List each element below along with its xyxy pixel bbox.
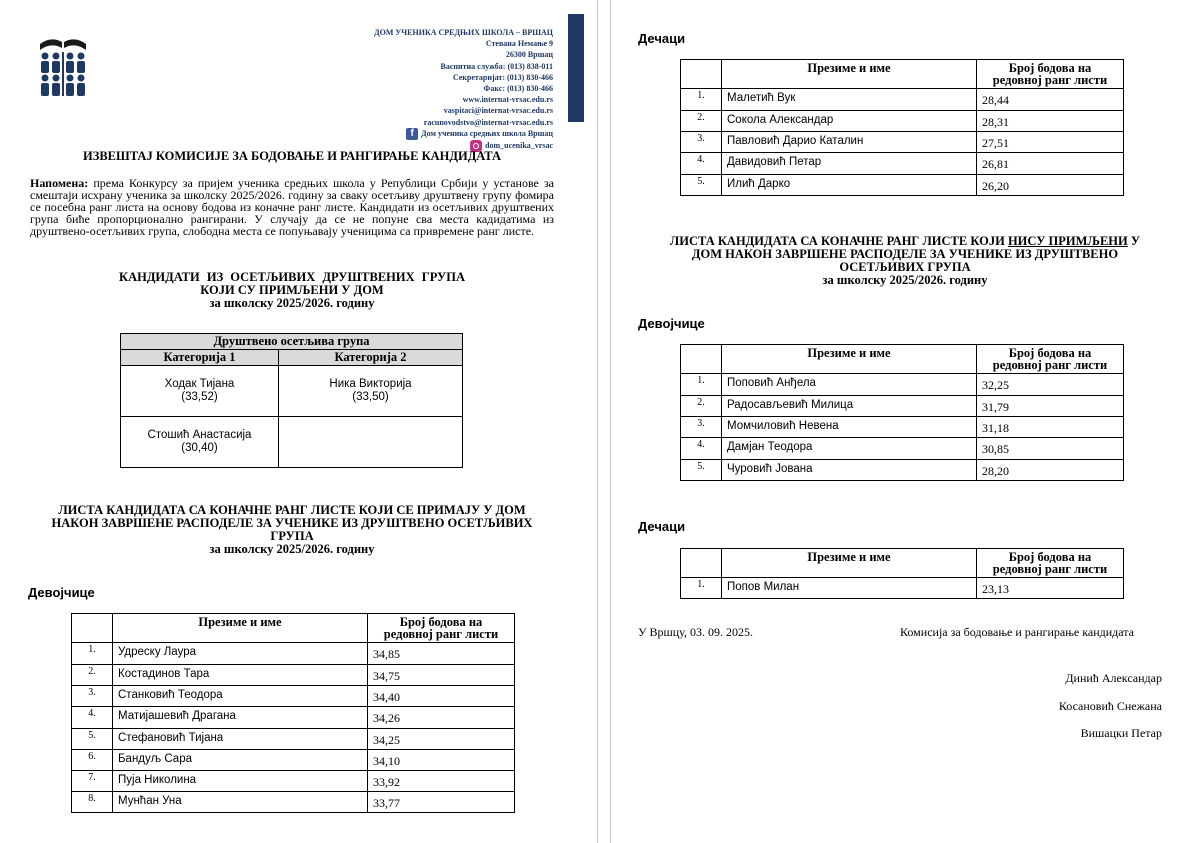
row-number: 4. xyxy=(681,438,722,460)
header-accent-bar xyxy=(568,14,584,122)
column-header-points-line-1: Број бодова на xyxy=(1008,61,1092,75)
table-row xyxy=(681,132,1124,153)
row-name: Попов Милан xyxy=(722,578,977,599)
row-number: 8. xyxy=(72,792,113,813)
email-accounting-link[interactable]: racunovodstvo@internat-vrsac.edu.rs xyxy=(423,117,553,127)
row-score: 28,31 xyxy=(977,111,1124,132)
row-score: 26,81 xyxy=(977,153,1124,175)
place-date: У Вршцу, 03. 09. 2025. xyxy=(638,625,753,639)
row-number: 1. xyxy=(681,578,722,599)
school-city: 26300 Вршац xyxy=(505,50,553,60)
table-row xyxy=(681,153,1124,175)
row-name: Илић Дарко xyxy=(722,175,977,196)
row-score: 31,18 xyxy=(977,417,1124,438)
girls-label: Девојчице xyxy=(28,585,95,600)
row-score: 32,25 xyxy=(977,374,1124,396)
row-score: 34,75 xyxy=(368,665,515,686)
row-name: Момчиловић Невена xyxy=(722,417,977,438)
row-name: Поповић Анђела xyxy=(722,374,977,396)
girls-label: Девојчице xyxy=(638,316,705,331)
row-number: 1. xyxy=(72,643,113,665)
admitted-title-line-2: КОЈИ СУ ПРИМЉЕНИ У ДОМ xyxy=(200,283,384,297)
row-number: 4. xyxy=(72,707,113,729)
table-row xyxy=(681,460,1124,481)
column-header-name: Презиме и име xyxy=(722,60,977,89)
row-score: 27,51 xyxy=(977,132,1124,153)
admitted-list-title-line-2: НАКОН ЗАВРШЕНЕ РАСПОДЕЛЕ ЗА УЧЕНИКЕ ИЗ ДРУШТВЕНО ОСЕТЉИВИХ xyxy=(51,516,533,530)
row-name: Чуровић Јована xyxy=(722,460,977,481)
group-cell-name: Стошић Анастасија xyxy=(147,429,252,441)
group-cell-score: (33,52) xyxy=(181,391,218,403)
not-admitted-title-line-3: ОСЕТЉИВИХ ГРУПА xyxy=(839,260,971,274)
column-header-points-line-2: редовној ранг листи xyxy=(992,358,1108,372)
column-header-points-line-1: Број бодова на xyxy=(399,615,483,629)
row-name: Малетић Вук xyxy=(722,89,977,111)
row-number: 5. xyxy=(681,460,722,481)
group-table-header: Друштвено осетљива група xyxy=(121,334,463,350)
column-header-points xyxy=(977,549,1124,578)
group-cell-score: (33,50) xyxy=(352,391,389,403)
column-header-name: Презиме и име xyxy=(722,549,977,578)
column-header-name: Презиме и име xyxy=(113,614,368,643)
commission-member: Динић Александар xyxy=(1065,671,1162,685)
girls-not-admitted-table xyxy=(680,344,1124,481)
girls-admitted-table xyxy=(71,613,515,813)
column-header-points-line-2: редовној ранг листи xyxy=(992,73,1108,87)
school-logo-icon xyxy=(36,30,90,98)
column-header-name: Презиме и име xyxy=(722,345,977,374)
boys-not-admitted-table xyxy=(680,548,1124,599)
row-score: 34,26 xyxy=(368,707,515,729)
group-cell-score: (30,40) xyxy=(181,442,218,454)
row-score: 28,44 xyxy=(977,89,1124,111)
table-row xyxy=(72,686,515,707)
boys-label: Дечаци xyxy=(638,519,686,534)
table-row xyxy=(681,111,1124,132)
not-admitted-title-pre: ЛИСТА КАНДИДАТА СА КОНАЧНЕ РАНГ ЛИСТЕ КОЈИ xyxy=(669,234,1005,248)
report-title: ИЗВЕШТАЈ КОМИСИЈЕ ЗА БОДОВАЊЕ И РАНГИРАЊЕ КАНДИДАТА xyxy=(83,149,501,163)
group-table xyxy=(120,333,463,468)
row-number: 6. xyxy=(72,750,113,771)
group-cell xyxy=(279,366,463,417)
column-header-points xyxy=(368,614,515,643)
row-name: Пуја Николина xyxy=(113,771,368,792)
website-link[interactable]: www.internat-vrsac.edu.rs xyxy=(462,95,553,105)
row-number: 2. xyxy=(681,396,722,417)
note-label: Напомена: xyxy=(30,176,89,190)
column-header-points-line-2: редовној ранг листи xyxy=(992,562,1108,576)
row-number: 4. xyxy=(681,153,722,175)
commission-member: Вишацки Петар xyxy=(1080,726,1162,740)
category-2-header: Категорија 2 xyxy=(279,350,463,366)
school-header xyxy=(293,27,553,152)
not-admitted-title-line-2: ДОМ НАКОН ЗАВРШЕНЕ РАСПОДЕЛЕ ЗА УЧЕНИКЕ ИЗ ДРУШТВЕНО xyxy=(691,247,1119,261)
table-row xyxy=(681,417,1124,438)
row-name: Стефановић Тијана xyxy=(113,729,368,750)
facebook-link[interactable]: Дом ученика средњих школа Вршац xyxy=(421,129,553,139)
row-score: 26,20 xyxy=(977,175,1124,196)
phone-secretariat: Секретаријат: (013) 830-466 xyxy=(452,72,553,82)
not-admitted-title xyxy=(641,235,1169,287)
table-row xyxy=(681,89,1124,111)
row-name: Мунћан Уна xyxy=(113,792,368,813)
row-number: 2. xyxy=(681,111,722,132)
page-left xyxy=(0,0,598,843)
column-header-points-line-1: Број бодова на xyxy=(1008,346,1092,360)
row-name: Удреску Лаура xyxy=(113,643,368,665)
group-cell-name: Ходак Тијана xyxy=(164,378,235,390)
admitted-title-line-1: КАНДИДАТИ ИЗ ОСЕТЉИВИХ ДРУШТВЕНИХ ГРУПА xyxy=(119,270,465,284)
table-row xyxy=(681,396,1124,417)
table-row xyxy=(72,771,515,792)
admitted-title-line-3: за школску 2025/2026. годину xyxy=(209,296,375,310)
row-score: 34,25 xyxy=(368,729,515,750)
column-header-points xyxy=(977,345,1124,374)
column-header-number xyxy=(681,549,722,578)
table-row xyxy=(681,438,1124,460)
table-row xyxy=(72,643,515,665)
table-row xyxy=(681,175,1124,196)
instagram-link[interactable]: dom_ucenika_vrsac xyxy=(485,141,553,151)
admitted-list-title-line-3: ГРУПА xyxy=(270,529,314,543)
group-cell xyxy=(121,417,279,468)
row-name: Станковић Теодора xyxy=(113,686,368,707)
table-row xyxy=(72,707,515,729)
row-number: 1. xyxy=(681,374,722,396)
email-educators-link[interactable]: vaspitaci@internat-vrsac.edu.rs xyxy=(443,106,553,116)
phone-educational: Васпитна служба: (013) 838-011 xyxy=(440,61,553,71)
row-score: 28,20 xyxy=(977,460,1124,481)
column-header-points-line-2: редовној ранг листи xyxy=(383,627,499,641)
table-row xyxy=(72,792,515,813)
column-header-number xyxy=(681,60,722,89)
group-cell-name: Ника Викторија xyxy=(329,378,412,390)
row-number: 1. xyxy=(681,89,722,111)
group-cell-empty xyxy=(279,417,463,468)
boys-admitted-table xyxy=(680,59,1124,196)
note-paragraph xyxy=(30,177,554,237)
row-number: 2. xyxy=(72,665,113,686)
row-name: Радосављевић Милица xyxy=(722,396,977,417)
row-score: 23,13 xyxy=(977,578,1124,599)
facebook-icon: f xyxy=(406,128,418,140)
table-row xyxy=(681,578,1124,599)
table-row xyxy=(72,750,515,771)
boys-label: Дечаци xyxy=(638,31,686,46)
not-admitted-title-line-4: за школску 2025/2026. годину xyxy=(822,273,988,287)
row-name: Сокола Александар xyxy=(722,111,977,132)
row-score: 33,92 xyxy=(368,771,515,792)
admitted-title xyxy=(30,271,554,310)
row-score: 33,77 xyxy=(368,792,515,813)
admitted-list-title-line-4: за школску 2025/2026. годину xyxy=(209,542,375,556)
school-street: Стевана Немање 9 xyxy=(485,39,553,49)
row-number: 5. xyxy=(681,175,722,196)
row-number: 3. xyxy=(681,132,722,153)
column-header-points xyxy=(977,60,1124,89)
not-admitted-title-underlined: НИСУ ПРИМЉЕНИ xyxy=(1007,234,1128,248)
row-number: 5. xyxy=(72,729,113,750)
commission-title: Комисија за бодовање и рангирање кандидата xyxy=(900,625,1134,639)
column-header-number xyxy=(72,614,113,643)
commission-member: Косановић Снежана xyxy=(1058,698,1162,713)
table-row xyxy=(72,729,515,750)
table-row xyxy=(72,665,515,686)
school-name: ДОМ УЧЕНИКА СРЕДЊИХ ШКОЛА – ВРШАЦ xyxy=(374,28,553,37)
admitted-list-title-line-1: ЛИСТА КАНДИДАТА СА КОНАЧНЕ РАНГ ЛИСТЕ КОЈИ СЕ ПРИМАЈУ У ДОМ xyxy=(58,503,526,517)
group-cell xyxy=(121,366,279,417)
row-name: Костадинов Тара xyxy=(113,665,368,686)
row-score: 30,85 xyxy=(977,438,1124,460)
row-name: Павловић Дарио Каталин xyxy=(722,132,977,153)
row-name: Бандуљ Сара xyxy=(113,750,368,771)
not-admitted-title-post: У xyxy=(1130,234,1141,248)
commission-members xyxy=(1059,665,1162,748)
row-number: 7. xyxy=(72,771,113,792)
page-right xyxy=(610,0,1204,843)
column-header-points-line-1: Број бодова на xyxy=(1008,550,1092,564)
row-number: 3. xyxy=(72,686,113,707)
column-header-number xyxy=(681,345,722,374)
note-text: према Конкурсу за пријем ученика средњих школа у Републици Србији у установе за смештаји исхрану ученика за школску 2025/2026. годину за сваку осетљиву друштвену групу фомира се посебна ранг листа на основу бодова из коначне ранг листе. Кандидати из осетљивих друштвених група биће пропорционално рангирани. У случају да се не попуне сва места кадидатима из друштвено-осетљивих група, слободна места се попуњавају ученицима са привременe ранг листе. xyxy=(30,176,555,238)
row-score: 31,79 xyxy=(977,396,1124,417)
row-number: 3. xyxy=(681,417,722,438)
row-score: 34,10 xyxy=(368,750,515,771)
row-name: Матијашевић Драгана xyxy=(113,707,368,729)
category-1-header: Категорија 1 xyxy=(121,350,279,366)
row-score: 34,40 xyxy=(368,686,515,707)
table-row xyxy=(681,374,1124,396)
admitted-list-title xyxy=(24,504,560,556)
fax: Факс: (013) 830-466 xyxy=(483,84,553,94)
row-name: Дамјан Теодора xyxy=(722,438,977,460)
row-score: 34,85 xyxy=(368,643,515,665)
row-name: Давидовић Петар xyxy=(722,153,977,175)
